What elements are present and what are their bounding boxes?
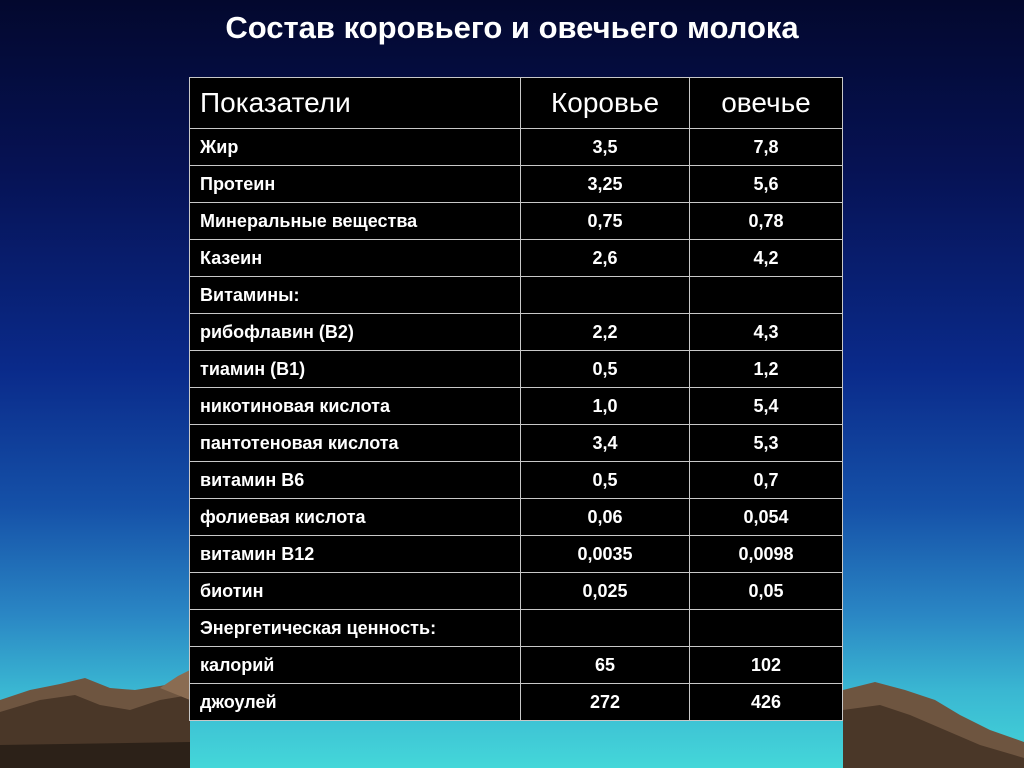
cell-cow: 65 [521,647,690,684]
table-row [190,388,843,425]
cell-cow: 3,4 [521,425,690,462]
cell-sheep: 5,4 [690,388,843,425]
cell-cow: 3,25 [521,166,690,203]
page-title: Состав коровьего и овечьего молока [225,10,799,45]
cell-cow: 0,5 [521,351,690,388]
cell-indicator: Жир [190,129,521,166]
cell-sheep: 0,78 [690,203,843,240]
cell-sheep [690,610,843,647]
table-row [190,351,843,388]
table-row [190,129,843,166]
cell-sheep [690,277,843,314]
header-indicators: Показатели [190,78,521,129]
table-row [190,203,843,240]
table-row [190,462,843,499]
table-row [190,647,843,684]
table-row [190,573,843,610]
cell-indicator: Витамины: [190,277,521,314]
cell-indicator: Энергетическая ценность: [190,610,521,647]
cell-cow: 1,0 [521,388,690,425]
cell-indicator: фолиевая кислота [190,499,521,536]
cell-indicator: никотиновая кислота [190,388,521,425]
table-row [190,499,843,536]
cell-sheep: 5,6 [690,166,843,203]
header-sheep: овечье [690,78,843,129]
cell-sheep: 7,8 [690,129,843,166]
table-row [190,240,843,277]
cell-indicator: Казеин [190,240,521,277]
cell-indicator: Минеральные вещества [190,203,521,240]
header-cow: Коровье [521,78,690,129]
cell-indicator: витамин В6 [190,462,521,499]
cell-indicator: витамин В12 [190,536,521,573]
cell-sheep: 1,2 [690,351,843,388]
cell-cow: 3,5 [521,129,690,166]
cell-cow: 0,06 [521,499,690,536]
cell-cow: 272 [521,684,690,721]
cell-cow: 0,75 [521,203,690,240]
cell-sheep: 4,3 [690,314,843,351]
table-row [190,277,843,314]
cell-sheep: 0,054 [690,499,843,536]
table-header-row [190,78,843,129]
cell-indicator: тиамин (В1) [190,351,521,388]
cell-indicator: джоулей [190,684,521,721]
cell-sheep: 0,05 [690,573,843,610]
cell-cow [521,277,690,314]
table-row [190,684,843,721]
table-row [190,314,843,351]
cell-cow: 0,0035 [521,536,690,573]
cell-cow: 0,5 [521,462,690,499]
cell-cow: 0,025 [521,573,690,610]
cell-sheep: 5,3 [690,425,843,462]
milk-composition-table [189,77,843,721]
cell-sheep: 426 [690,684,843,721]
cell-sheep: 0,0098 [690,536,843,573]
cell-sheep: 0,7 [690,462,843,499]
cell-sheep: 102 [690,647,843,684]
table-row [190,425,843,462]
table-row [190,610,843,647]
cell-cow: 2,2 [521,314,690,351]
cell-indicator: калорий [190,647,521,684]
cell-indicator: биотин [190,573,521,610]
table-row [190,166,843,203]
cell-indicator: Протеин [190,166,521,203]
cell-cow: 2,6 [521,240,690,277]
cell-cow [521,610,690,647]
table-row [190,536,843,573]
cell-indicator: пантотеновая кислота [190,425,521,462]
cell-sheep: 4,2 [690,240,843,277]
cell-indicator: рибофлавин (В2) [190,314,521,351]
